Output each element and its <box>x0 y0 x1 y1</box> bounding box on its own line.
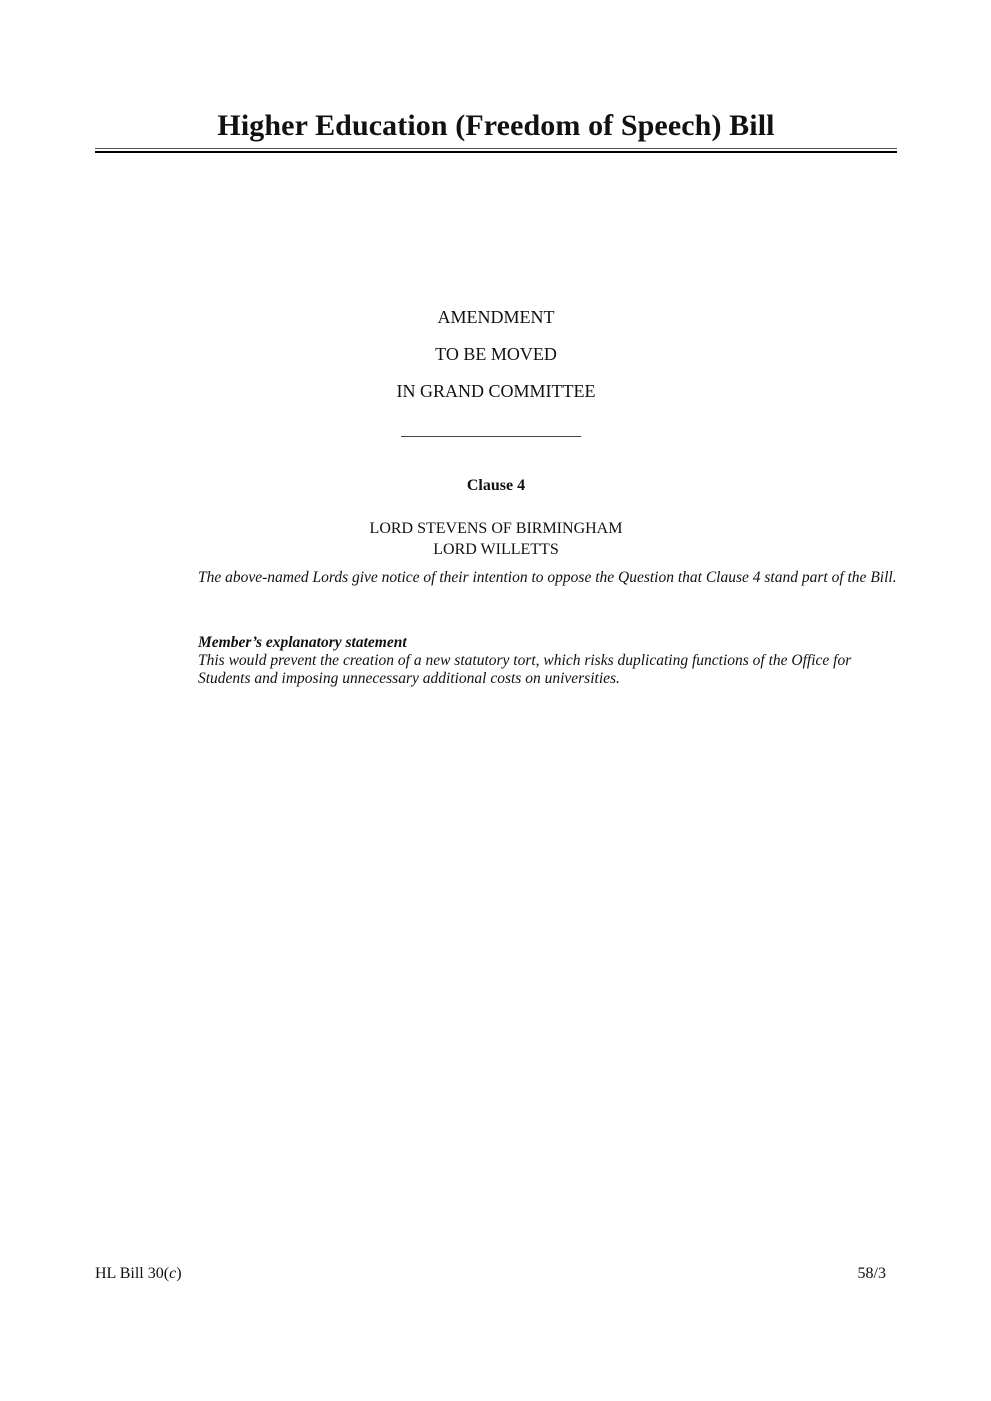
sponsor-list <box>95 518 897 560</box>
explanatory-statement-body: This would prevent the creation of a new statutory tort, which risks duplicating functions of the Office for Students and imposing unnecessary additional costs on universities. <box>198 652 852 687</box>
sponsor-name: LORD WILLETTS <box>433 541 559 558</box>
page-title: Higher Education (Freedom of Speech) Bill <box>217 109 775 142</box>
explanatory-statement <box>198 634 897 688</box>
amendment-notice: The above-named Lords give notice of their intention to oppose the Question that Clause 4 stand part of the Bill. <box>198 569 897 586</box>
clause-heading: Clause 4 <box>466 477 526 494</box>
bill-ref-prefix: HL Bill 30( <box>95 1265 170 1282</box>
heading-to-be-moved: TO BE MOVED <box>435 344 557 364</box>
section-divider <box>401 436 581 437</box>
title-rule-thin <box>95 148 897 149</box>
explanatory-statement-title: Member’s explanatory statement <box>198 634 407 651</box>
page-reference: 58/3 <box>857 1265 886 1282</box>
heading-amendment: AMENDMENT <box>437 307 555 327</box>
bill-ref-suffix: ) <box>176 1265 182 1282</box>
title-rule-thick <box>95 151 897 153</box>
heading-grand-committee: IN GRAND COMMITTEE <box>396 381 596 401</box>
bill-ref-italic: c <box>169 1265 177 1282</box>
bill-reference <box>95 1264 182 1284</box>
sponsor-name: LORD STEVENS OF BIRMINGHAM <box>369 520 623 537</box>
